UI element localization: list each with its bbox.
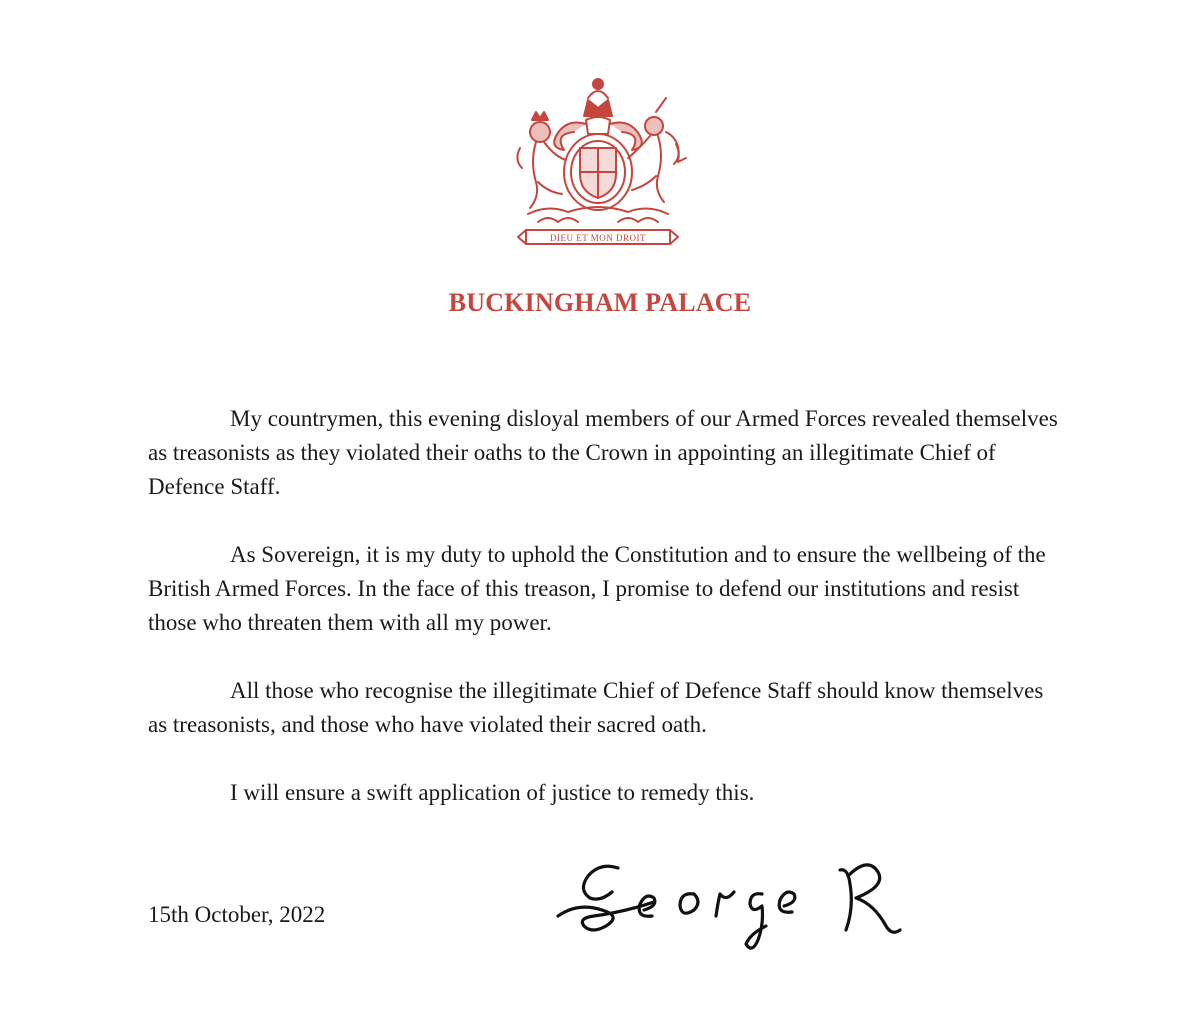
letter-paragraph-3: All those who recognise the illegitimate Chief of Defence Staff should know themselves as treasonists, and those who have violated their sacred oath. xyxy=(148,678,1044,737)
handwritten-signature xyxy=(548,846,928,970)
royal-coat-of-arms-crest xyxy=(508,72,688,248)
letter-paragraph-2: As Sovereign, it is my duty to uphold the Constitution and to ensure the wellbeing of the British Armed Forces. In the face of this treason, I promise to defend our institutions and resist those who threaten them with all my power. xyxy=(148,542,1046,635)
crest-motto-text: DIEU ET MON DROIT xyxy=(549,233,647,243)
letterhead-title: BUCKINGHAM PALACE xyxy=(448,288,752,317)
letter-paragraph-1: My countrymen, this evening disloyal members of our Armed Forces revealed themselves as treasonists as they violated their oaths to the Crown in appointing an illegitimate Chief of Defence Staff. xyxy=(148,406,1058,499)
letter-body xyxy=(148,402,1068,844)
letter-paragraph-4: I will ensure a swift application of justice to remedy this. xyxy=(230,780,755,805)
letter-date: 15th October, 2022 xyxy=(148,902,326,927)
